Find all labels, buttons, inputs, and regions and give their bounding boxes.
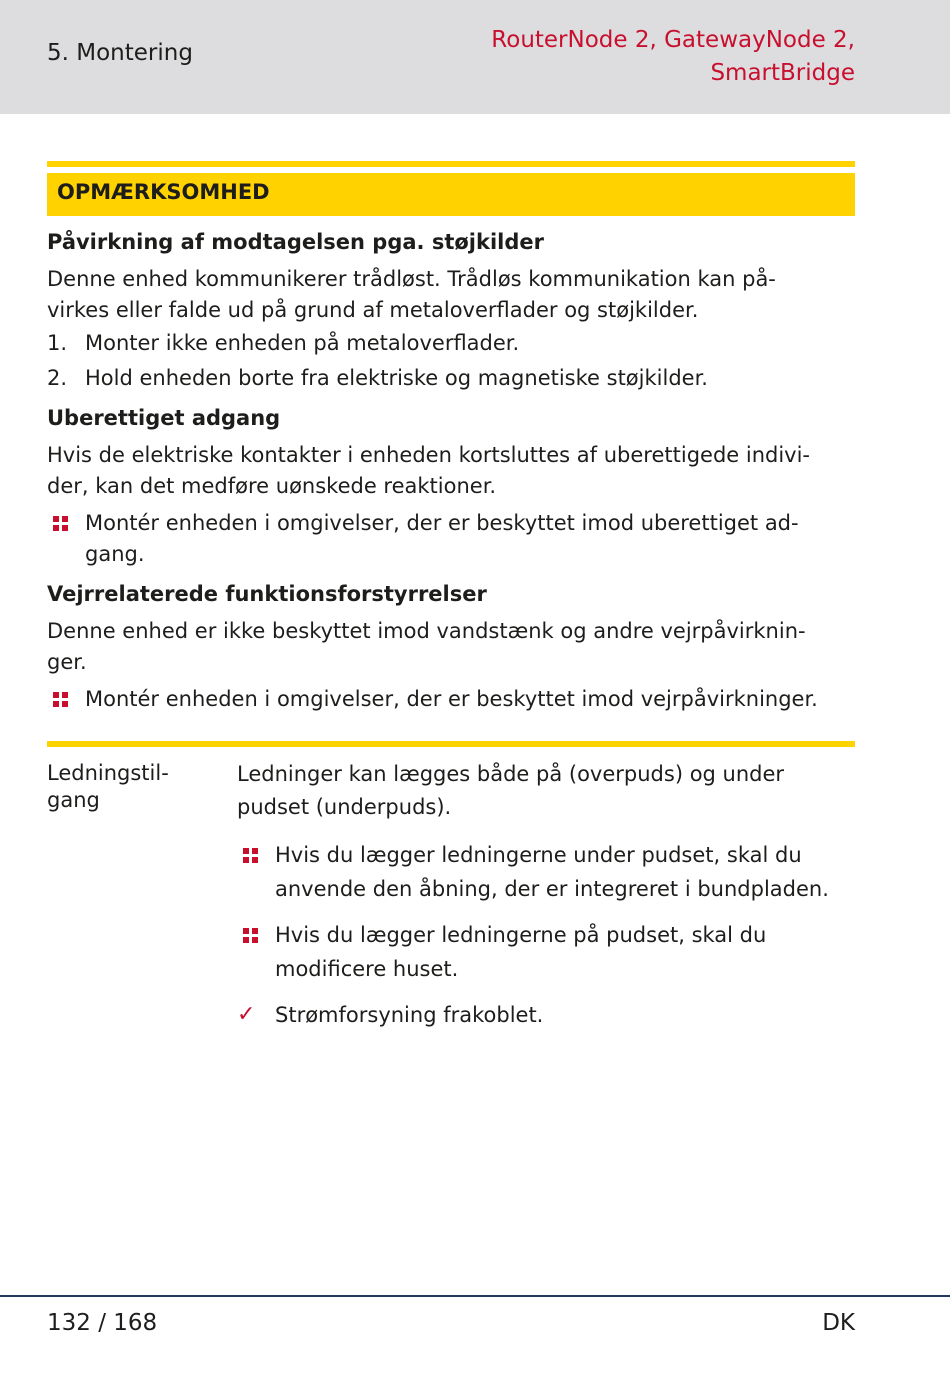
warning-title: OPMÆRKSOMHED (57, 180, 270, 204)
warning-bottom-rule (47, 741, 855, 747)
language-code: DK (822, 1310, 855, 1336)
product-name-line2: SmartBridge (710, 60, 855, 86)
action-bullet-icon (53, 516, 68, 531)
warning-text-weather: Denne enhed er ikke beskyttet imod vandstænk og andre vejrpåvirknin- ger. (47, 619, 806, 674)
warning-banner (47, 173, 855, 216)
list-text: Hold enheden borte fra elektriske og magnetiske støjkilder. (85, 366, 708, 390)
list-number: 1. (47, 331, 68, 355)
warning-top-rule (47, 161, 855, 167)
page-number: 132 / 168 (47, 1310, 158, 1336)
footer-rule (0, 1295, 950, 1297)
warning-body (47, 226, 855, 719)
list-text: Monter ikke enheden på metaloverflader. (85, 331, 520, 355)
warning-text-reception: Denne enhed kommunikerer trådløst. Trådløs kommunikation kan på- virkes eller falde ud på grund af metaloverflader og støjkilder. (47, 267, 776, 322)
action-bullet-icon (53, 692, 68, 707)
warning-heading-reception: Påvirkning af modtagelsen pga. støjkilder (47, 230, 544, 254)
action-item: Hvis du lægger ledningerne på pudset, skal du modificere huset. (237, 918, 857, 986)
action-bullet-icon (243, 928, 258, 943)
wiring-intro: Ledninger kan lægges både på (overpuds) og under pudset (underpuds). (237, 762, 785, 819)
product-name (491, 24, 855, 90)
warning-heading-access: Uberettiget adgang (47, 406, 281, 430)
warning-heading-weather: Vejrrelaterede funktionsforstyrrelser (47, 582, 487, 606)
result-item: ✓ Strømforsyning frakoblet. (237, 998, 857, 1032)
wiring-definition (237, 758, 857, 1044)
list-item (47, 363, 855, 394)
checkmark-icon: ✓ (237, 1002, 256, 1027)
wiring-term: Ledningstil- gang (47, 761, 169, 812)
action-bullet-icon (243, 848, 258, 863)
product-name-line1: RouterNode 2, GatewayNode 2, (491, 27, 855, 53)
list-number: 2. (47, 366, 68, 390)
warning-text-access: Hvis de elektriske kontakter i enheden kortsluttes af uberettigede indivi- der, kan det medføre uønskede reaktioner. (47, 443, 811, 498)
page-header (0, 0, 950, 114)
section-title: 5. Montering (47, 40, 193, 66)
action-item: Hvis du lægger ledningerne under pudset, skal du anvende den åbning, der er integreret i bundpladen. (237, 838, 857, 906)
list-item (47, 328, 855, 359)
action-item: Montér enheden i omgivelser, der er beskyttet imod vejrpåvirkninger. (47, 684, 855, 715)
action-item: Montér enheden i omgivelser, der er beskyttet imod uberettiget ad- gang. (47, 508, 855, 570)
